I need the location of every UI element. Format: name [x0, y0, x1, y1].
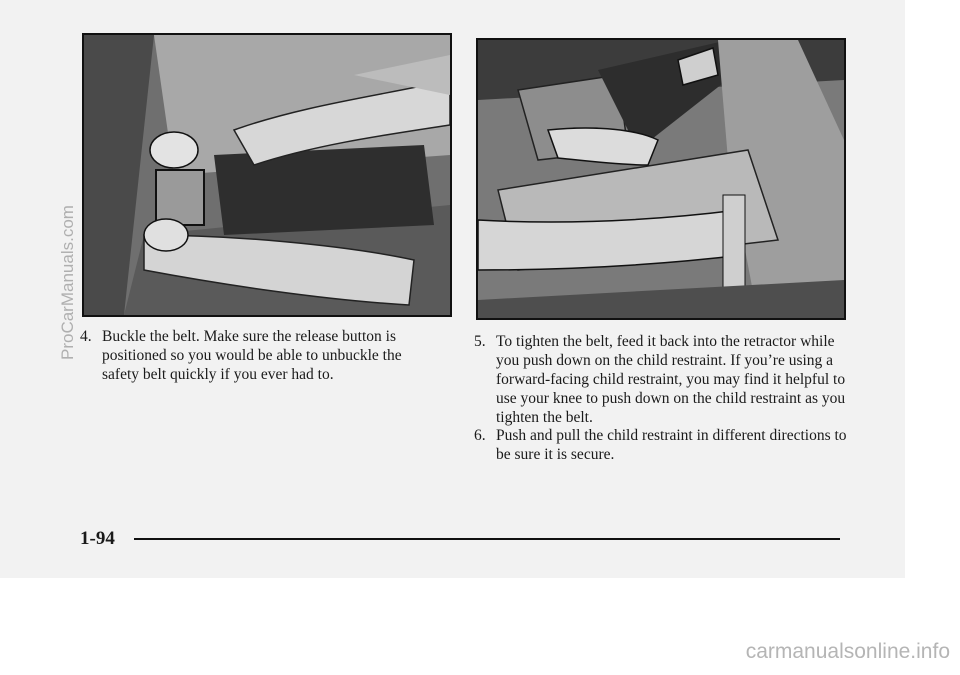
- step-number: 4.: [80, 328, 92, 345]
- tighten-belt-illustration: [476, 38, 846, 320]
- bottom-watermark: carmanualsonline.info: [745, 640, 950, 663]
- step-text: To tighten the belt, feed it back into the retractor while you push down on the child restraint. If you’re using a forward-facing child restraint, you may find it helpful to use your knee to push down on the child restraint as you tighten the belt.: [496, 333, 846, 426]
- step-number: 5.: [474, 333, 486, 350]
- page-number: 1-94: [80, 528, 115, 549]
- footer-rule: [134, 538, 840, 540]
- step-text: Buckle the belt. Make sure the release button is positioned so you would be able to unbuckle the safety belt quickly if you ever had to.: [102, 328, 402, 383]
- buckle-belt-illustration: [82, 33, 452, 317]
- side-watermark: ProCarManuals.com: [58, 205, 77, 360]
- step-number: 6.: [474, 427, 486, 444]
- step-text: Push and pull the child restraint in different directions to be sure it is secure.: [496, 427, 847, 463]
